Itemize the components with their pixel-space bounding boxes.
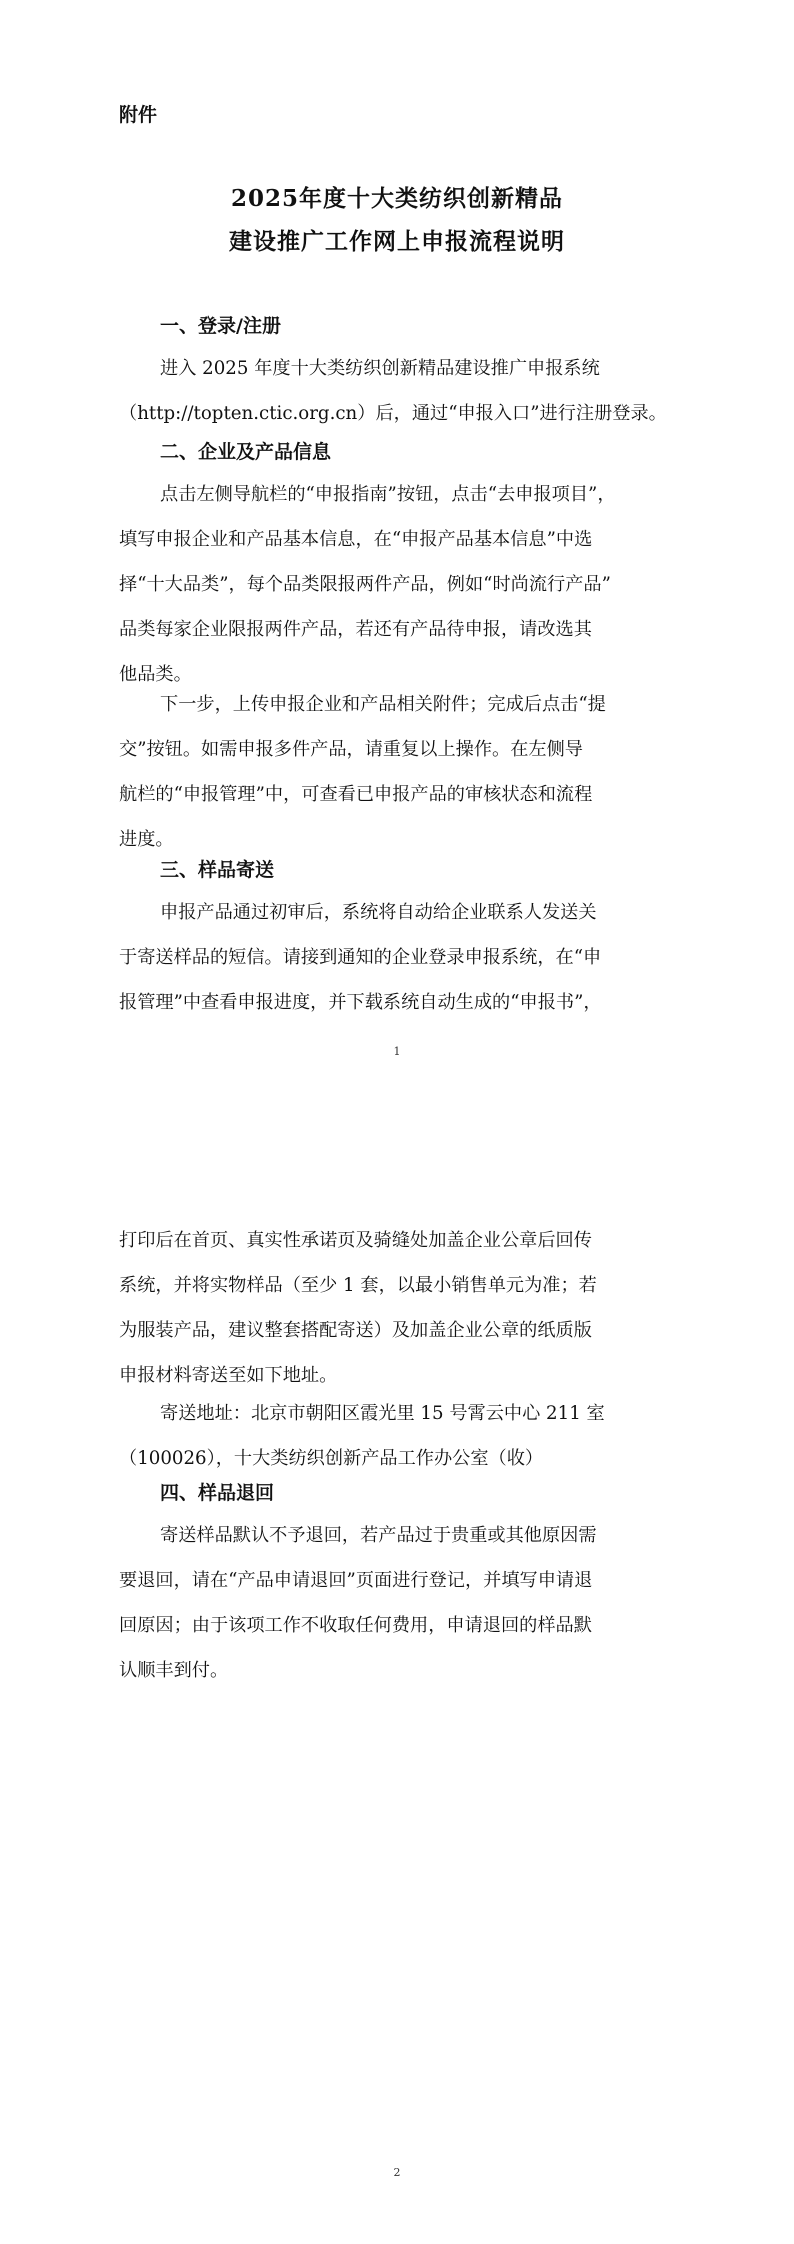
text-line: 回原因；由于该项工作不收取任何费用，申请退回的样品默 <box>119 1615 592 1636</box>
section-heading-login: 一、登录/注册 <box>160 315 281 337</box>
text-line: 交”按钮。如需申报多件产品，请重复以上操作。在左侧导 <box>119 739 583 760</box>
paragraph-company-product-1 <box>119 472 675 697</box>
text-line: 于寄送样品的短信。请接到通知的企业登录申报系统，在“申 <box>119 947 602 968</box>
text-line: 报管理”中查看申报进度，并下载系统自动生成的“申报书”， <box>119 992 602 1013</box>
text-line: （100026），十大类纺织创新产品工作办公室（收） <box>119 1448 544 1469</box>
text-line: 打印后在首页、真实性承诺页及骑缝处加盖企业公章后回传 <box>119 1230 592 1251</box>
text-line: 要退回，请在“产品申请退回”页面进行登记，并填写申请退 <box>119 1570 593 1591</box>
text-line: 申报产品通过初审后，系统将自动给企业联系人发送关 <box>160 902 597 923</box>
text-line: 为服装产品，建议整套搭配寄送）及加盖企业公章的纸质版 <box>119 1320 592 1341</box>
text-line: 进度。 <box>119 829 174 850</box>
text-line: 择“十大品类”，每个品类限报两件产品，例如“时尚流行产品” <box>119 574 611 595</box>
text-line: 寄送样品默认不予退回，若产品过于贵重或其他原因需 <box>160 1525 597 1546</box>
text-line: 认顺丰到付。 <box>119 1660 229 1681</box>
page-number-1: 1 <box>393 1045 401 1058</box>
paragraph-sample-address <box>119 1391 675 1481</box>
section-heading-sample-return: 四、样品退回 <box>160 1482 275 1504</box>
document-title-line2: 建设推广工作网上申报流程说明 <box>229 228 565 255</box>
paragraph-login <box>119 346 675 436</box>
attachment-label: 附件 <box>119 104 158 126</box>
section-heading-company-product: 二、企业及产品信息 <box>160 441 332 463</box>
section-heading-sample-delivery: 三、样品寄送 <box>160 859 275 881</box>
text-line: 寄送地址：北京市朝阳区霞光里 15 号霄云中心 211 室 <box>160 1403 605 1424</box>
text-line: 品类每家企业限报两件产品，若还有产品待申报，请改选其 <box>119 619 592 640</box>
text-line: 填写申报企业和产品基本信息，在“申报产品基本信息”中选 <box>119 529 593 550</box>
text-line: 航栏的“申报管理”中，可查看已申报产品的审核状态和流程 <box>119 784 593 805</box>
text-line: 系统，并将实物样品（至少 1 套，以最小销售单元为准；若 <box>119 1275 597 1296</box>
text-line: 进入 2025 年度十大类纺织创新精品建设推广申报系统 <box>160 358 600 379</box>
paragraph-company-product-2 <box>119 682 675 862</box>
text-line: 点击左侧导航栏的“申报指南”按钮，点击“去申报项目”， <box>160 484 616 505</box>
text-line: 申报材料寄送至如下地址。 <box>119 1365 338 1386</box>
paragraph-sample-delivery-1a <box>119 890 675 1025</box>
text-line: 他品类。 <box>119 664 192 685</box>
page-number-2: 2 <box>393 2166 401 2179</box>
text-line: 下一步，上传申报企业和产品相关附件；完成后点击“提 <box>160 694 606 715</box>
document-title-line1: 2025年度十大类纺织创新精品 <box>230 185 563 212</box>
text-line: （http://topten.ctic.org.cn）后，通过“申报入口”进行注册登录。 <box>119 403 667 424</box>
paragraph-sample-delivery-1b <box>119 1218 675 1398</box>
paragraph-sample-return <box>119 1513 675 1693</box>
